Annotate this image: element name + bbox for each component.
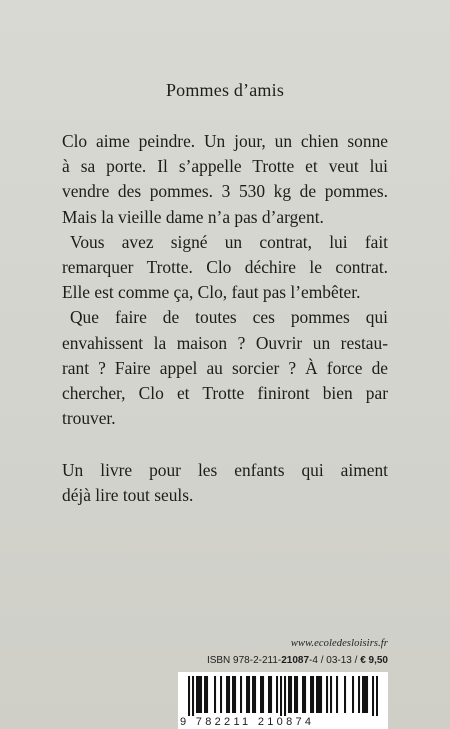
line: à sa porte. Il s’appelle Trotte et veut lui bbox=[62, 156, 388, 177]
barcode-bar bbox=[330, 676, 332, 713]
barcode-bar bbox=[320, 676, 322, 713]
barcode-bar bbox=[252, 676, 254, 713]
barcode-digits: 9 782211 210874 bbox=[180, 716, 315, 728]
barcode-bar bbox=[290, 676, 292, 713]
barcode-bars bbox=[188, 676, 378, 716]
line: Elle est comme ça, Clo, faut pas l’embêter. bbox=[62, 282, 361, 303]
line: Un livre pour les enfants qui aiment bbox=[62, 460, 388, 480]
barcode-bar bbox=[362, 676, 364, 713]
barcode-bar bbox=[206, 676, 208, 713]
barcode-bar bbox=[358, 676, 360, 713]
barcode-bar bbox=[366, 676, 368, 713]
isbn-prefix: ISBN 978-2-211- bbox=[206, 655, 282, 666]
publisher-website: www.ecoledesloisirs.fr bbox=[290, 638, 388, 649]
barcode-bar bbox=[204, 676, 206, 713]
barcode-bar bbox=[296, 676, 298, 713]
synopsis bbox=[62, 129, 388, 431]
barcode-bar bbox=[280, 676, 282, 716]
barcode-bar bbox=[228, 676, 230, 713]
synopsis-paragraph-3 bbox=[62, 305, 388, 431]
barcode-bar bbox=[192, 676, 194, 716]
barcode-bar bbox=[352, 676, 354, 713]
line: envahissent la maison ? Ouvrir un restau- bbox=[62, 332, 388, 353]
price: € 9,50 bbox=[360, 655, 388, 666]
book-title: Pommes d’amis bbox=[165, 80, 285, 100]
isbn-line bbox=[207, 655, 388, 666]
line: trouver. bbox=[62, 408, 116, 429]
barcode-bar bbox=[326, 676, 328, 713]
barcode-bar bbox=[214, 676, 216, 713]
line: vendre des pommes. 3 530 kg de pommes. bbox=[62, 181, 388, 202]
barcode-bar bbox=[304, 676, 306, 713]
barcode-bar bbox=[376, 676, 378, 716]
barcode-bar bbox=[336, 676, 338, 713]
line: Mais la vieille dame n’a pas d’argent. bbox=[62, 206, 324, 227]
barcode-bar bbox=[316, 676, 318, 713]
barcode-bar bbox=[294, 676, 296, 713]
line: chercher, Clo et Trotte finiront bien par bbox=[62, 383, 388, 404]
barcode-bar bbox=[364, 676, 366, 713]
barcode-bar bbox=[288, 676, 290, 713]
barcode-bar bbox=[188, 676, 190, 716]
barcode bbox=[178, 672, 388, 729]
barcode-bar bbox=[220, 676, 222, 713]
barcode-bar bbox=[268, 676, 270, 713]
barcode-bar bbox=[270, 676, 272, 713]
barcode-bar bbox=[312, 676, 314, 713]
line: rant ? Faire appel au sorcier ? À force de bbox=[62, 357, 388, 378]
barcode-bar bbox=[200, 676, 202, 713]
barcode-bar bbox=[196, 676, 198, 713]
barcode-bar bbox=[276, 676, 278, 713]
barcode-bar bbox=[248, 676, 250, 713]
barcode-bar bbox=[302, 676, 304, 713]
barcode-bar bbox=[372, 676, 374, 716]
synopsis-paragraph-1 bbox=[62, 129, 388, 230]
barcode-bar bbox=[198, 676, 200, 713]
isbn-suffix: -4 / 03-13 / bbox=[309, 655, 361, 666]
barcode-bar bbox=[344, 676, 346, 713]
barcode-bar bbox=[232, 676, 234, 713]
line: Que faire de toutes ces pommes qui bbox=[70, 307, 388, 328]
synopsis-paragraph-2 bbox=[62, 230, 388, 306]
barcode-bar bbox=[226, 676, 228, 713]
barcode-bar bbox=[234, 676, 236, 713]
barcode-bar bbox=[246, 676, 248, 713]
line: Vous avez signé un contrat, lui fait bbox=[70, 231, 388, 252]
line: Clo aime peindre. Un jour, un chien sonne bbox=[62, 131, 388, 151]
barcode-bar bbox=[284, 676, 286, 716]
barcode-bar bbox=[318, 676, 320, 713]
audience-blurb bbox=[62, 458, 388, 508]
isbn-bold: 21087 bbox=[281, 655, 310, 666]
line: remarquer Trotte. Clo déchire le contrat. bbox=[62, 257, 388, 278]
line: déjà lire tout seuls. bbox=[62, 485, 194, 506]
barcode-bar bbox=[262, 676, 264, 713]
barcode-bar bbox=[254, 676, 256, 713]
barcode-bar bbox=[240, 676, 242, 713]
barcode-bar bbox=[310, 676, 312, 713]
barcode-bar bbox=[260, 676, 262, 713]
